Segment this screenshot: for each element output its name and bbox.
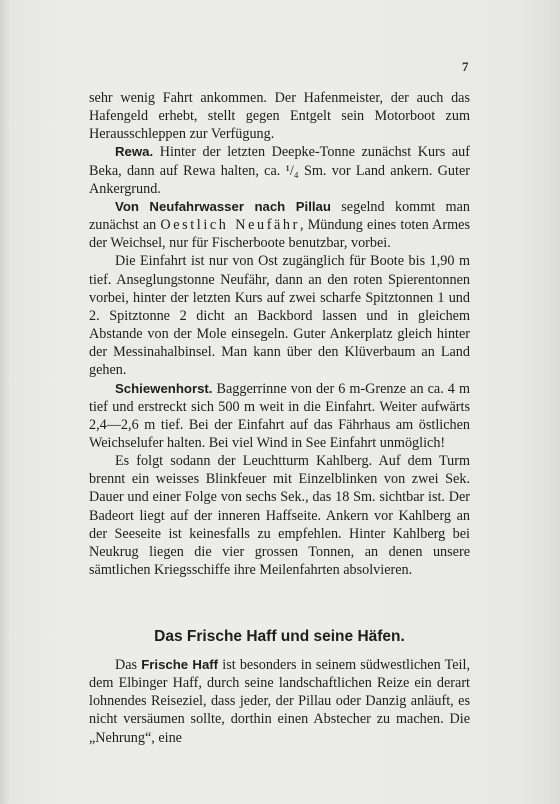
paragraph-kahlberg (89, 452, 470, 579)
paragraph-schiewenhorst (89, 380, 470, 453)
paragraph-1-text: sehr wenig Fahrt ankommen. Der Hafenmeister, der auch das Hafengeld erhebt, stellt gegen Entgelt sein Motorboot zum Herausschleppen zur Verfügung. (89, 90, 470, 143)
paragraph-einfahrt (89, 252, 470, 379)
paragraph-schiewenhorst-lead: Schiewenhorst. (115, 380, 213, 396)
paragraph-neufahrwasser (89, 198, 470, 252)
page-number: 7 (462, 59, 469, 74)
paragraph-schiewenhorst-text: Baggerrinne von der 6 m-Grenze an ca. 4 m tief und erstreckt sich 500 m weit in die Einfahrt. Weiter aufwärts 2,4—2,6 m tief. Bei der Einfahrt auf das Fährhaus am östlichen Weichselufer halten. Bei viel Wind in See Einfahrt unmöglich! (89, 380, 470, 451)
paragraph-rewa (89, 143, 470, 197)
paragraph-neufahrwasser-text-after: , Mündung eines toten Armes der Weichsel, nur für Fischerboote benutzbar, vorbei. (89, 217, 470, 252)
paragraph-rewa-lead: Rewa. (115, 144, 154, 160)
paragraph-einfahrt-text: Die Einfahrt ist nur von Ost zugänglich für Boote bis 1,90 m tief. Anseglungstonne Neufähr, dann an den roten Spierentonnen vorbei, hinter der letzten Kurs auf zwei scharfe Spitztonnen 1 und 2. Spitztonne 2 dicht an Backbord lassen und in gleichem Abstande von der Mole einsegeln. Guter Ankerplatz gleich hinter der Messinahalbinsel. Man kann über den Klüverbaum an Land gehen. (89, 253, 470, 379)
body-text (89, 89, 470, 579)
paragraph-neufahrwasser-spaced: Oestlich Neufähr (160, 217, 300, 234)
paragraph-frisches-haff-lead: Frische Haff (141, 657, 219, 672)
paragraph-frisches-haff-text-after: ist besonders in seinem südwestlichen Teil, dem Elbinger Haff, durch seine landschaftlichen Reize ein derart lohnendes Reiseziel, dass jeder, der Pillau oder Danzig anläuft, es nicht versäumen sollte, dorthin einen Abstecher zu machen. Die „Nehrung“, eine (89, 657, 470, 746)
section-body (89, 656, 470, 747)
paragraph-kahlberg-text: Es folgt sodann der Leuchtturm Kahlberg. Auf dem Turm brennt ein weisses Blinkfeuer mit Einzelblinken von zwei Sek. Dauer und einer Folge von sechs Sek., das 18 Sm. sichtbar ist. Der Badeort liegt auf der inneren Haffseite. Ankern vor Kahlberg an der Seeseite ist keinesfalls zu empfehlen. Hinter Kahlberg bei Neukrug liegen die vier grossen Tonnen, an denen unsere sämtlichen Kriegsschiffe ihre Meilenfahrten absolvieren. (89, 453, 470, 579)
paragraph-neufahrwasser-text-before: segelnd kommt man zunächst an (89, 198, 470, 234)
paragraph-frisches-haff-text-before: Das (115, 657, 142, 673)
paragraph-neufahrwasser-lead: Von Neufahrwasser nach Pillau (115, 198, 331, 214)
section-heading: Das Frische Haff und seine Häfen. (154, 628, 405, 645)
paragraph-rewa-text: Hinter der letzten Deepke-Tonne zunächst Kurs auf Beka, dann auf Rewa halten, ca. ¹/₄ Sm. vor Land ankern. Guter Ankergrund. (89, 144, 470, 197)
paragraph-1 (89, 89, 470, 143)
paragraph-frisches-haff (89, 656, 470, 747)
